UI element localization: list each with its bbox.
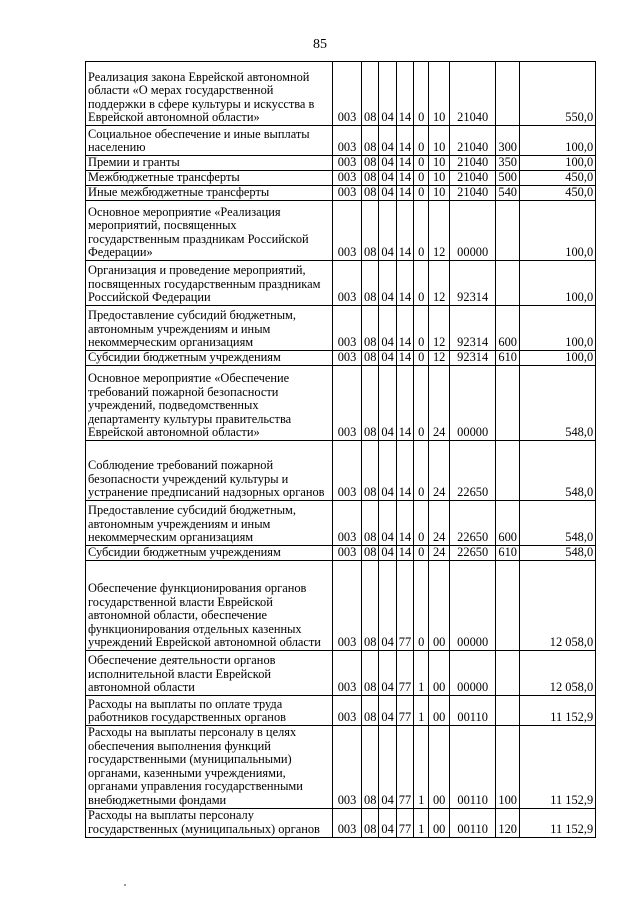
section-code: 08 [362,808,379,837]
table-row [86,726,596,809]
event-code: 00 [429,726,450,809]
amount-value: 100,0 [520,126,596,156]
program-code: 77 [396,561,413,651]
amount-value: 12 058,0 [520,561,596,651]
ministry-code: 003 [333,651,362,696]
table-row [86,306,596,351]
direction-code: 00000 [450,561,496,651]
subprogram-code: 0 [414,306,429,351]
subsection-code: 04 [379,726,396,809]
table-row [86,186,596,201]
ministry-code: 003 [333,546,362,561]
subprogram-code: 0 [414,261,429,306]
subsection-code: 04 [379,171,396,186]
amount-value: 548,0 [520,501,596,546]
row-name: Субсидии бюджетным учреждениям [86,546,333,561]
section-code: 08 [362,156,379,171]
event-code: 12 [429,351,450,366]
subsection-code: 04 [379,62,396,126]
program-code: 14 [396,546,413,561]
event-code: 12 [429,201,450,261]
section-code: 08 [362,261,379,306]
section-code: 08 [362,441,379,501]
expense-type-code: 500 [496,171,520,186]
table-row [86,696,596,726]
section-code: 08 [362,366,379,441]
subprogram-code: 0 [414,501,429,546]
program-code: 14 [396,156,413,171]
table-row [86,808,596,837]
subprogram-code: 0 [414,186,429,201]
section-code: 08 [362,306,379,351]
ministry-code: 003 [333,696,362,726]
amount-value: 11 152,9 [520,726,596,809]
program-code: 14 [396,201,413,261]
subsection-code: 04 [379,186,396,201]
scan-mark [124,884,126,886]
subprogram-code: 0 [414,441,429,501]
direction-code: 92314 [450,351,496,366]
table-row [86,441,596,501]
ministry-code: 003 [333,726,362,809]
direction-code: 92314 [450,261,496,306]
expense-type-code: 120 [496,808,520,837]
event-code: 10 [429,62,450,126]
subprogram-code: 0 [414,351,429,366]
ministry-code: 003 [333,808,362,837]
direction-code: 22650 [450,501,496,546]
subsection-code: 04 [379,696,396,726]
subprogram-code: 1 [414,696,429,726]
subsection-code: 04 [379,546,396,561]
row-name: Обеспечение функционирования органов государственной власти Еврейской автономной области, обеспечение функционирования отдельных казенных учреждений Еврейской автономной области [86,561,333,651]
ministry-code: 003 [333,186,362,201]
program-code: 77 [396,726,413,809]
row-name: Социальное обеспечение и иные выплаты населению [86,126,333,156]
amount-value: 100,0 [520,261,596,306]
ministry-code: 003 [333,306,362,351]
direction-code: 92314 [450,306,496,351]
expense-type-code: 600 [496,306,520,351]
amount-value: 548,0 [520,366,596,441]
table-row [86,201,596,261]
program-code: 14 [396,501,413,546]
direction-code: 21040 [450,62,496,126]
subprogram-code: 0 [414,366,429,441]
row-name: Предоставление субсидий бюджетным, автономным учреждениям и иным некоммерческим организациям [86,501,333,546]
table-row [86,261,596,306]
subprogram-code: 1 [414,726,429,809]
event-code: 10 [429,126,450,156]
amount-value: 12 058,0 [520,651,596,696]
budget-table [85,61,596,838]
subsection-code: 04 [379,651,396,696]
expense-type-code [496,366,520,441]
event-code: 10 [429,186,450,201]
subprogram-code: 0 [414,171,429,186]
row-name: Организация и проведение мероприятий, посвященных государственным праздникам Российской Федерации [86,261,333,306]
direction-code: 21040 [450,171,496,186]
event-code: 24 [429,441,450,501]
section-code: 08 [362,126,379,156]
event-code: 24 [429,501,450,546]
row-name: Предоставление субсидий бюджетным, автономным учреждениям и иным некоммерческим организациям [86,306,333,351]
ministry-code: 003 [333,351,362,366]
expense-type-code: 100 [496,726,520,809]
subprogram-code: 0 [414,546,429,561]
amount-value: 11 152,9 [520,696,596,726]
direction-code: 21040 [450,156,496,171]
table-row [86,62,596,126]
program-code: 14 [396,261,413,306]
direction-code: 00110 [450,808,496,837]
event-code: 24 [429,366,450,441]
row-name: Реализация закона Еврейской автономной области «О мерах государственной поддержки в сфере культуры и искусства в Еврейской автономной области» [86,62,333,126]
table-body [86,62,596,838]
expense-type-code [496,62,520,126]
expense-type-code [496,441,520,501]
direction-code: 22650 [450,441,496,501]
event-code: 00 [429,696,450,726]
ministry-code: 003 [333,62,362,126]
amount-value: 11 152,9 [520,808,596,837]
program-code: 14 [396,62,413,126]
subprogram-code: 0 [414,126,429,156]
table-row [86,351,596,366]
section-code: 08 [362,62,379,126]
subsection-code: 04 [379,261,396,306]
table-row [86,546,596,561]
row-name: Обеспечение деятельности органов исполнительной власти Еврейской автономной области [86,651,333,696]
page-number: 85 [313,37,327,52]
event-code: 12 [429,261,450,306]
section-code: 08 [362,546,379,561]
section-code: 08 [362,651,379,696]
ministry-code: 003 [333,261,362,306]
amount-value: 450,0 [520,171,596,186]
expense-type-code: 610 [496,546,520,561]
program-code: 14 [396,351,413,366]
amount-value: 100,0 [520,201,596,261]
row-name: Расходы на выплаты персоналу в целях обеспечения выполнения функций государственными (муниципальными) органами, казенными учреждениями, органами управления государственными внебюджетными фондами [86,726,333,809]
direction-code: 00000 [450,366,496,441]
program-code: 14 [396,186,413,201]
program-code: 14 [396,171,413,186]
amount-value: 548,0 [520,546,596,561]
program-code: 77 [396,808,413,837]
subsection-code: 04 [379,306,396,351]
table-row [86,651,596,696]
subprogram-code: 0 [414,561,429,651]
event-code: 00 [429,561,450,651]
row-name: Межбюджетные трансферты [86,171,333,186]
subsection-code: 04 [379,156,396,171]
ministry-code: 003 [333,561,362,651]
direction-code: 22650 [450,546,496,561]
subprogram-code: 0 [414,62,429,126]
direction-code: 00000 [450,651,496,696]
row-name: Соблюдение требований пожарной безопасности учреждений культуры и устранение предписаний надзорных органов [86,441,333,501]
event-code: 10 [429,156,450,171]
expense-type-code [496,261,520,306]
section-code: 08 [362,696,379,726]
expense-type-code: 350 [496,156,520,171]
event-code: 00 [429,651,450,696]
subsection-code: 04 [379,351,396,366]
table-row [86,501,596,546]
amount-value: 100,0 [520,306,596,351]
section-code: 08 [362,186,379,201]
table-row [86,126,596,156]
event-code: 12 [429,306,450,351]
expense-type-code [496,561,520,651]
section-code: 08 [362,726,379,809]
table-row [86,156,596,171]
section-code: 08 [362,171,379,186]
table-row [86,366,596,441]
expense-type-code: 600 [496,501,520,546]
direction-code: 21040 [450,126,496,156]
amount-value: 548,0 [520,441,596,501]
amount-value: 100,0 [520,156,596,171]
program-code: 14 [396,126,413,156]
program-code: 14 [396,366,413,441]
subprogram-code: 0 [414,201,429,261]
ministry-code: 003 [333,501,362,546]
ministry-code: 003 [333,156,362,171]
row-name: Основное мероприятие «Обеспечение требований пожарной безопасности учреждений, подведомственных департаменту культуры правительства Еврейской автономной области» [86,366,333,441]
section-code: 08 [362,351,379,366]
subsection-code: 04 [379,126,396,156]
expense-type-code: 610 [496,351,520,366]
row-name: Иные межбюджетные трансферты [86,186,333,201]
event-code: 10 [429,171,450,186]
ministry-code: 003 [333,126,362,156]
section-code: 08 [362,201,379,261]
direction-code: 21040 [450,186,496,201]
expense-type-code: 540 [496,186,520,201]
direction-code: 00110 [450,726,496,809]
row-name: Основное мероприятие «Реализация мероприятий, посвященных государственным праздникам Российской Федерации» [86,201,333,261]
subsection-code: 04 [379,561,396,651]
ministry-code: 003 [333,366,362,441]
program-code: 14 [396,441,413,501]
subsection-code: 04 [379,808,396,837]
table-row [86,171,596,186]
subprogram-code: 1 [414,808,429,837]
amount-value: 100,0 [520,351,596,366]
expense-type-code: 300 [496,126,520,156]
section-code: 08 [362,501,379,546]
subsection-code: 04 [379,201,396,261]
subsection-code: 04 [379,366,396,441]
ministry-code: 003 [333,171,362,186]
program-code: 77 [396,696,413,726]
subprogram-code: 1 [414,651,429,696]
amount-value: 550,0 [520,62,596,126]
row-name: Субсидии бюджетным учреждениям [86,351,333,366]
row-name: Расходы на выплаты по оплате труда работников государственных органов [86,696,333,726]
direction-code: 00110 [450,696,496,726]
ministry-code: 003 [333,441,362,501]
table-row [86,561,596,651]
ministry-code: 003 [333,201,362,261]
expense-type-code [496,651,520,696]
row-name: Премии и гранты [86,156,333,171]
subsection-code: 04 [379,501,396,546]
row-name: Расходы на выплаты персоналу государственных (муниципальных) органов [86,808,333,837]
expense-type-code [496,696,520,726]
event-code: 24 [429,546,450,561]
subsection-code: 04 [379,441,396,501]
amount-value: 450,0 [520,186,596,201]
event-code: 00 [429,808,450,837]
subprogram-code: 0 [414,156,429,171]
expense-type-code [496,201,520,261]
program-code: 14 [396,306,413,351]
direction-code: 00000 [450,201,496,261]
section-code: 08 [362,561,379,651]
program-code: 77 [396,651,413,696]
